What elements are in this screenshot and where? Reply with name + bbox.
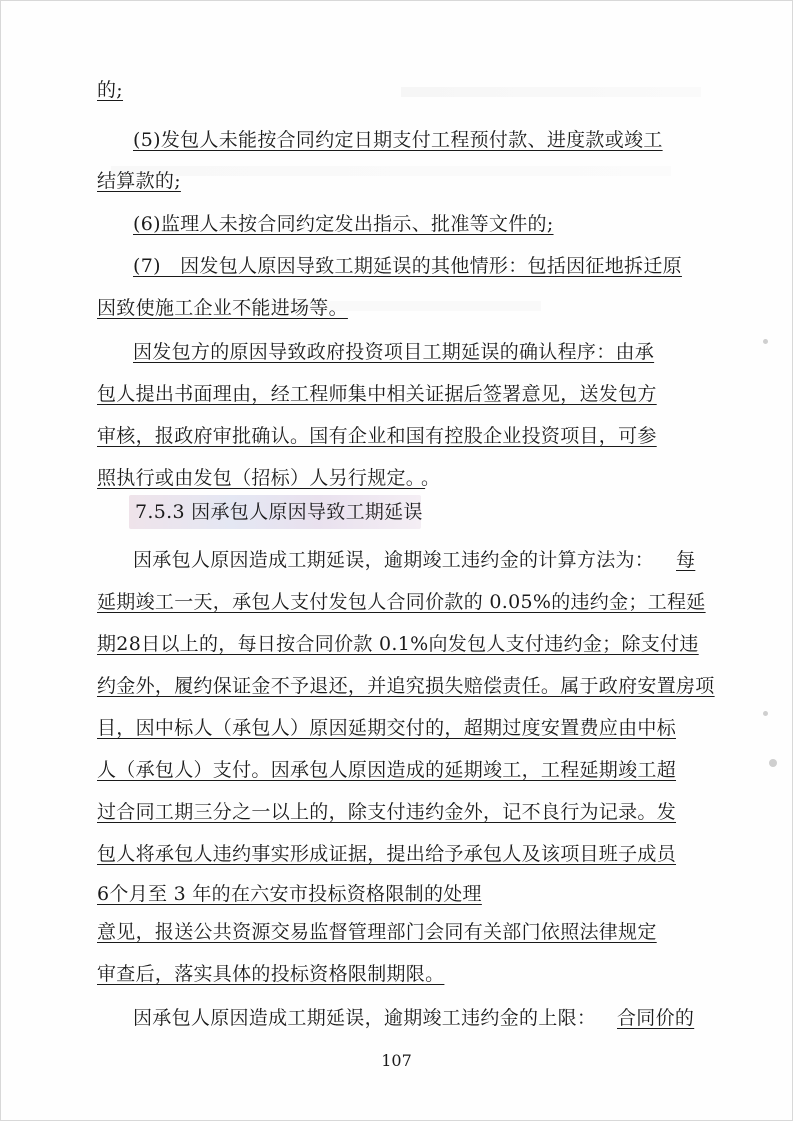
text-line: 意见，报送公共资源交易监督管理部门会同有关部门依照法律规定 <box>97 921 657 943</box>
text-line: 包人将承包人违约事实形成证据，提出给予承包人及该项目班子成员 <box>97 843 677 865</box>
text-line: 审查后，落实具体的投标资格限制期限。 <box>97 963 445 985</box>
scan-speck <box>769 759 777 767</box>
text-line: 因承包人原因造成工期延误，逾期竣工违约金的上限： <box>133 1007 597 1029</box>
text-line: (7) 因发包人原因导致工期延误的其他情形：包括因征地拆迁原 <box>133 255 682 277</box>
text-line: 合同价的 <box>617 1007 695 1029</box>
text-line: 延期竣工一天，承包人支付发包人合同价款的 0.05%的违约金；工程延 <box>97 591 706 613</box>
text-line: 因发包方的原因导致政府投资项目工期延误的确认程序：由承 <box>133 341 655 363</box>
section-heading: 7.5.3 因承包人原因导致工期延误 <box>135 501 423 523</box>
text-line: 6个月至 3 年的在六安市投标资格限制的处理 <box>97 883 482 905</box>
text-line: 目，因中标人（承包人）原因延期交付的，超期过度安置费应由中标 <box>97 717 677 739</box>
scan-speck <box>763 339 768 344</box>
text-line: (6)监理人未按合同约定发出指示、批准等文件的; <box>133 213 554 235</box>
text-line: 包人提出书面理由，经工程师集中相关证据后签署意见，送发包方 <box>97 383 657 405</box>
page-number: 107 <box>381 1051 412 1070</box>
text-line: 照执行或由发包（招标）人另行规定。 <box>97 467 426 489</box>
scan-speck <box>763 711 768 716</box>
text-line: 约金外，履约保证金不予退还，并追究损失赔偿责任。属于政府安置房项 <box>97 675 715 697</box>
bleed-through-mark <box>111 166 671 176</box>
text-line: (5)发包人未能按合同约定日期支付工程预付款、进度款或竣工 <box>133 129 663 151</box>
text-line: 每 <box>676 549 696 571</box>
text-line: 过合同工期三分之一以上的，除支付违约金外，记不良行为记录。发 <box>97 801 677 823</box>
bleed-through-mark <box>401 87 701 97</box>
text-line: 的; <box>97 79 124 101</box>
text-line: 人（承包人）支付。因承包人原因造成的延期竣工，工程延期竣工超 <box>97 759 677 781</box>
text-line: 结算款的; <box>97 170 181 192</box>
text-line: 因致使施工企业不能进场等。 <box>97 297 348 319</box>
text-line: 因承包人原因造成工期延误，逾期竣工违约金的计算方法为： <box>133 549 655 571</box>
text-line: 审核，报政府审批确认。国有企业和国有控股企业投资项目，可参 <box>97 425 657 447</box>
text-line: 。 <box>421 467 441 489</box>
text-line: 期28日以上的，每日按合同价款 0.1%向发包人支付违约金；除支付违 <box>97 633 699 655</box>
